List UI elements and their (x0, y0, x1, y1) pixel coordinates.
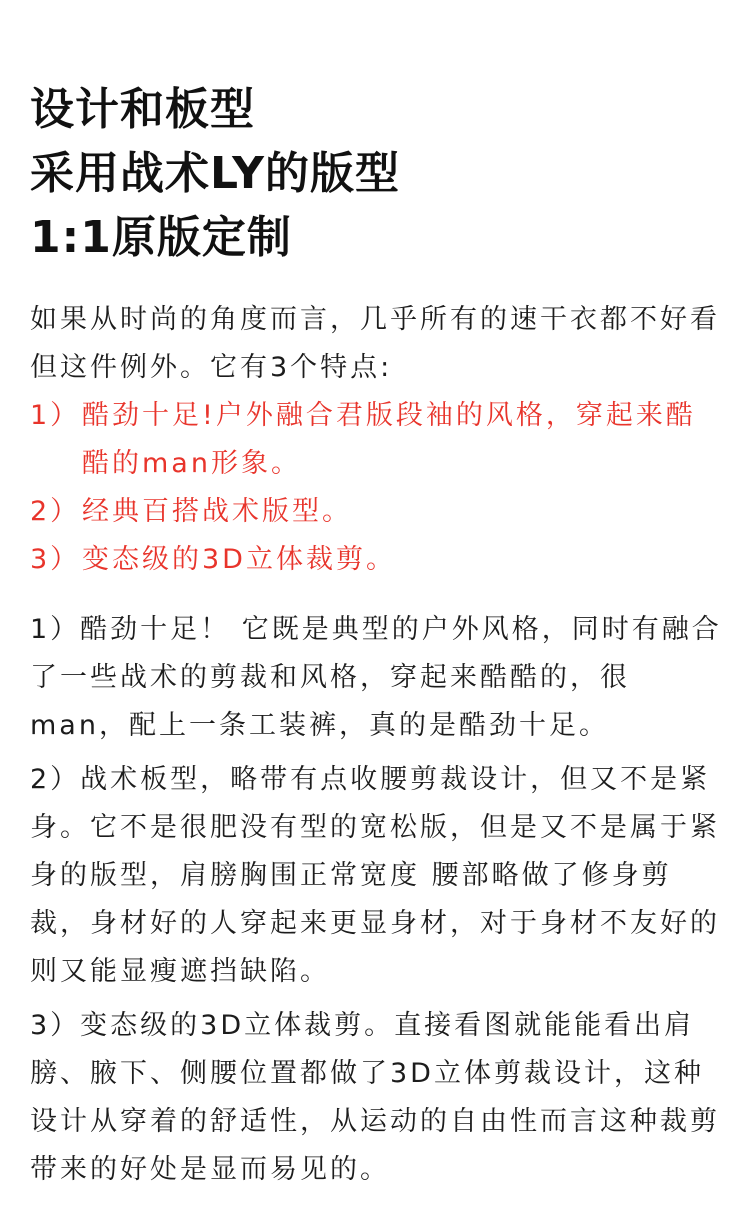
headline-line-2: 采用战术LY的版型 (30, 148, 401, 199)
headline-line-3: 1:1原版定制 (30, 212, 292, 263)
feature-item-3 (30, 536, 722, 584)
detail-paragraph-2: 2）战术板型，略带有点收腰剪裁设计，但又不是紧身。它不是很肥没有型的宽松版，但是又不是属于紧身的版型，肩膀胸围正常宽度 腰部略做了修身剪裁，身材好的人穿起来更显身材，对于身材不友好的则又能显瘦遮挡缺陷。 (30, 764, 720, 987)
feature-item-2 (30, 488, 722, 536)
feature-text: 酷劲十足!户外融合君版段袖的风格，穿起来酷酷的man形象。 (82, 400, 696, 479)
detail-paragraph-3: 3）变态级的3D立体裁剪。直接看图就能能看出肩膀、腋下、侧腰位置都做了3D立体剪裁设计，这种设计从穿着的舒适性，从运动的自由性而言这种裁剪带来的好处是显而易见的。 (30, 1010, 720, 1185)
detail-paragraph-1: 1）酷劲十足！ 它既是典型的户外风格，同时有融合了一些战术的剪裁和风格，穿起来酷酷的，很man，配上一条工装裤，真的是酷劲十足。 (30, 614, 722, 741)
headline-line-1: 设计和板型 (30, 84, 255, 135)
intro-paragraph (30, 296, 722, 392)
feature-number: 3） (30, 544, 81, 575)
feature-text: 经典百搭战术版型。 (82, 496, 352, 527)
feature-text: 变态级的3D立体裁剪。 (82, 544, 396, 575)
feature-item-1 (30, 392, 722, 488)
feature-list (30, 392, 722, 584)
headline (30, 78, 720, 270)
feature-number: 2） (30, 496, 81, 527)
intro-text: 如果从时尚的角度而言，几乎所有的速干衣都不好看但这件例外。它有3个特点: (30, 304, 720, 383)
detail-section (30, 606, 722, 1200)
feature-number: 1） (30, 400, 81, 431)
